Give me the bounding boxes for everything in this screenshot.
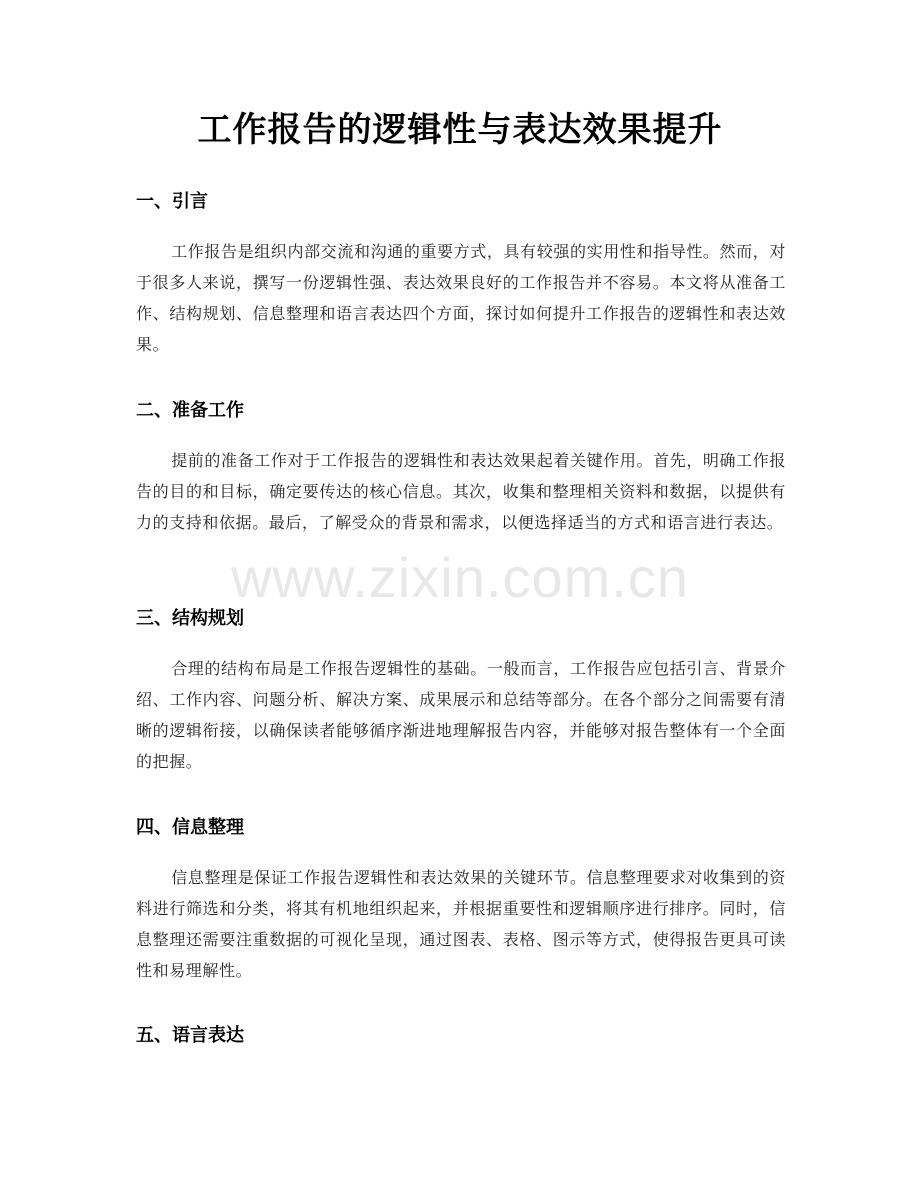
section-body-information: 信息整理是保证工作报告逻辑性和表达效果的关键环节。信息整理要求对收集到的资料进行筛选和分类，将其有机地组织起来，并根据重要性和逻辑顺序进行排序。同时，信息整理还需要注重数据的可视化呈现，通过图表、表格、图示等方式，使得报告更具可读性和易理解性。 — [136, 868, 786, 980]
section-heading-language: 五、语言表达 — [136, 1025, 244, 1046]
section-body-structure: 合理的结构布局是工作报告逻辑性的基础。一般而言，工作报告应包括引言、背景介绍、工作内容、问题分析、解决方案、成果展示和总结等部分。在各个部分之间需要有清晰的逻辑衔接，以确保读者能够循序渐进地理解报告内容，并能够对报告整体有一个全面的把握。 — [136, 659, 786, 771]
section-heading-introduction: 一、引言 — [136, 191, 208, 212]
section-heading-preparation: 二、准备工作 — [136, 400, 244, 421]
section-body-introduction: 工作报告是组织内部交流和沟通的重要方式，具有较强的实用性和指导性。然而，对于很多人来说，撰写一份逻辑性强、表达效果良好的工作报告并不容易。本文将从准备工作、结构规划、信息整理和语言表达四个方面，探讨如何提升工作报告的逻辑性和表达效果。 — [136, 242, 786, 354]
section-heading-structure: 三、结构规划 — [136, 608, 244, 629]
section-heading-information: 四、信息整理 — [136, 817, 244, 838]
section-body-preparation: 提前的准备工作对于工作报告的逻辑性和表达效果起着关键作用。首先，明确工作报告的目的和目标，确定要传达的核心信息。其次，收集和整理相关资料和数据，以提供有力的支持和依据。最后，了解受众的背景和需求，以便选择适当的方式和语言进行表达。 — [136, 451, 786, 532]
watermark: www.zixin.com.cn — [231, 546, 689, 609]
document-title: 工作报告的逻辑性与表达效果提升 — [197, 110, 723, 150]
